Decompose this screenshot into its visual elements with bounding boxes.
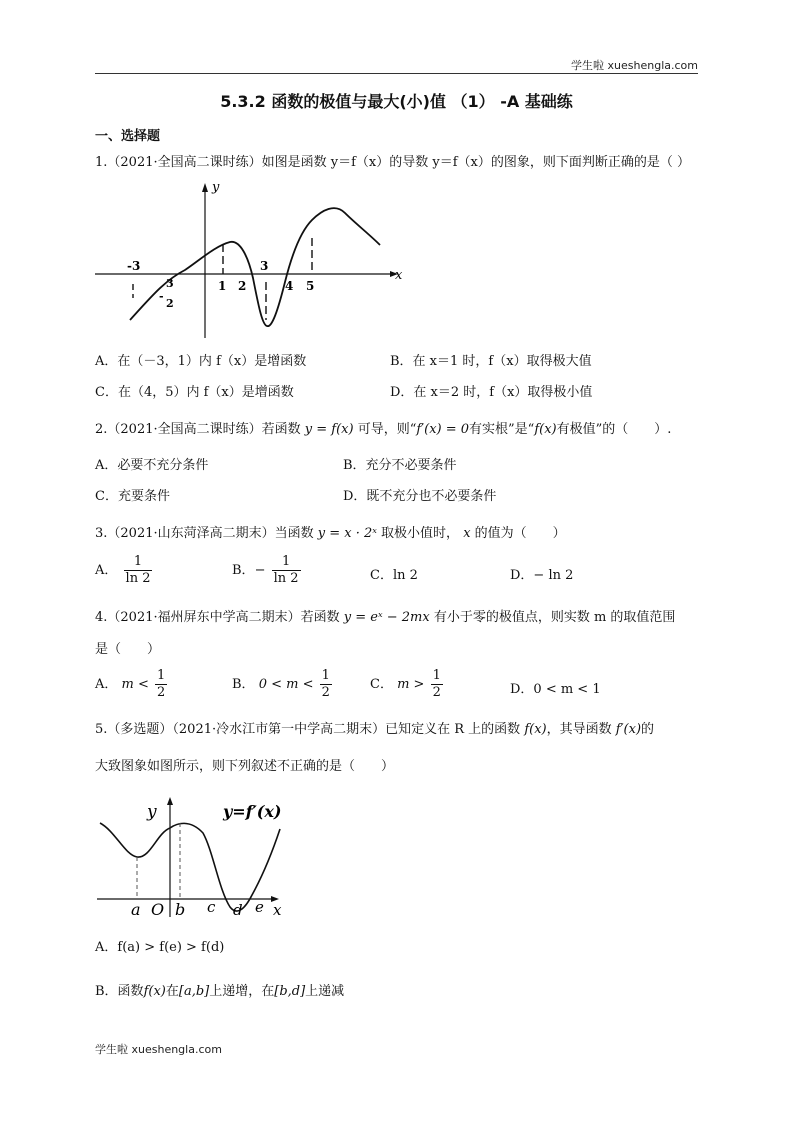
q4-a-num: 1 (157, 668, 166, 683)
q2-option-c[interactable]: C．充要条件 (95, 489, 170, 504)
q3-option-c[interactable]: C．ln 2 (370, 568, 418, 583)
q1-label-3: 3 (166, 277, 174, 290)
q5-stem-a: 5.（多选题）（2021·冷水江市第一中学高二期末）已知定义在 R 上的函数 (95, 722, 521, 737)
q5-stem (95, 720, 700, 740)
q5-b-c: 上递增，在 (209, 984, 275, 999)
page-title: 5.3.2 函数的极值与最大(小)值 （1） -A 基础练 (220, 92, 573, 111)
q5-y-label: y (147, 802, 157, 822)
q4-a-fraction (155, 668, 167, 701)
q5-stem-c: 的 (641, 722, 655, 737)
q4-a-label: A． (95, 677, 118, 692)
q4-b-den: 2 (321, 685, 330, 700)
q3-option-d[interactable]: D．− ln 2 (510, 568, 574, 583)
q5-graph (95, 795, 295, 923)
q5-math-1: f(x) (524, 722, 547, 737)
q1-label-2: 2 (166, 297, 174, 310)
q4-math: y = eˣ − 2mx (343, 610, 430, 625)
q3-stem-a: 3.（2021·山东菏泽高二期末）当函数 (95, 526, 314, 541)
q3-a-num: 1 (124, 554, 153, 571)
q1-label-three: 3 (260, 259, 269, 273)
q5-stem-2: 大致图象如图所示，则下列叙述不正确的是（ ） (95, 759, 395, 774)
q4-stem (95, 608, 700, 628)
q1-y-label: y (212, 180, 220, 195)
q5-label-b: b (175, 900, 186, 919)
q3-stem (95, 524, 700, 544)
q2-stem (95, 420, 700, 440)
q2-math-2: f′(x) = 0 (416, 422, 470, 437)
q1-label-four: 4 (285, 279, 294, 293)
q4-option-c[interactable] (370, 668, 445, 701)
q4-c-fraction (431, 668, 443, 701)
q4-option-b[interactable] (232, 668, 334, 701)
q2-stem-a: 2.（2021·全国高二课时练）若函数 (95, 422, 301, 437)
q4-option-a[interactable] (95, 668, 169, 701)
q4-stem-b: 有小于零的极值点，则实数 m 的取值范围 (433, 610, 676, 625)
q5-y-arrow (167, 797, 173, 805)
q2-option-d[interactable]: D．既不充分也不必要条件 (343, 489, 497, 504)
q5-stem-b: ，其导函数 (546, 722, 612, 737)
q1-label-one: 1 (218, 279, 227, 293)
q3-stem-c: 的值为（ ） (474, 526, 566, 541)
q5-b-m1: f(x) (143, 984, 166, 999)
q2-stem-b: 可导，则“ (357, 422, 417, 437)
q4-a-den: 2 (157, 685, 166, 700)
q3-option-b[interactable] (232, 554, 303, 587)
q4-c-label: C． (370, 677, 393, 692)
q3-math: y = x · 2ˣ (317, 526, 377, 541)
q5-math-2: f′(x) (615, 722, 642, 737)
q4-c-num: 1 (432, 668, 441, 683)
footer-site: 学生啦 xueshengla.com (95, 1043, 222, 1056)
q4-c-pre: m > (397, 677, 425, 692)
q3-a-den: ln 2 (125, 571, 151, 586)
q5-b-m2: [a,b] (178, 984, 210, 999)
q5-label-c: c (207, 898, 216, 916)
q3-b-den: ln 2 (273, 571, 299, 586)
q4-b-num: 1 (321, 668, 330, 683)
q5-b-d: 上递减 (305, 984, 345, 999)
q1-y-arrow (202, 183, 208, 192)
q3-option-a[interactable] (95, 554, 154, 587)
header-rule (95, 73, 698, 74)
q5-label-d: d (233, 901, 243, 919)
q5-option-b[interactable] (95, 982, 344, 1002)
q3-var: x (463, 526, 471, 541)
q4-b-fraction (320, 668, 332, 701)
q4-b-pre: 0 < m < (258, 677, 314, 692)
q3-b-num: 1 (272, 554, 301, 571)
q1-label-five: 5 (306, 279, 315, 293)
q5-b-b: 在 (165, 984, 179, 999)
q4-stem-a: 4.（2021·福州屏东中学高二期末）若函数 (95, 610, 340, 625)
q5-label-x: x (273, 901, 282, 919)
q5-b-m3: [b,d] (274, 984, 306, 999)
q1-x-label: x (395, 268, 403, 283)
q3-a-fraction (124, 554, 153, 587)
q4-c-den: 2 (432, 685, 441, 700)
q5-curve (100, 823, 280, 911)
q4-b-label: B． (232, 677, 255, 692)
q1-option-b[interactable]: B．在 x＝1 时，f（x）取得极大值 (390, 354, 592, 369)
q2-stem-c: 有实根”是“ (469, 422, 535, 437)
q2-stem-d: 有极值”的（ ）. (556, 422, 672, 437)
q1-graph (90, 178, 403, 343)
q2-math-1: y = f(x) (304, 422, 354, 437)
q3-stem-b: 取极小值时， (381, 526, 460, 541)
q4-option-d[interactable]: D．0 < m < 1 (510, 682, 601, 697)
q1-stem: 1.（2021·全国高二课时练）如图是函数 y＝f（x）的导数 y＝f（x）的图象，则下面判断正确的是（ ） (95, 155, 690, 170)
q3-b-sign: − (254, 563, 266, 578)
q1-option-c[interactable]: C．在（4，5）内 f（x）是增函数 (95, 385, 294, 400)
q5-option-a[interactable]: A．f(a) > f(e) > f(d) (95, 940, 225, 955)
q1-label-two: 2 (238, 279, 247, 293)
q3-a-label: A． (95, 563, 118, 578)
q1-option-d[interactable]: D．在 x＝2 时，f（x）取得极小值 (390, 385, 593, 400)
q5-func-label: y=f′(x) (223, 802, 282, 821)
q3-b-fraction (272, 554, 301, 587)
q4-a-pre: m < (121, 677, 149, 692)
q5-b-a: B．函数 (95, 984, 144, 999)
q2-option-b[interactable]: B．充分不必要条件 (343, 458, 457, 473)
q1-label-m3: -3 (127, 259, 141, 273)
q4-stem-2: 是（ ） (95, 642, 161, 657)
q1-option-a[interactable]: A．在（－3，1）内 f（x）是增函数 (95, 354, 307, 369)
q5-label-O: O (151, 900, 165, 919)
q3-b-label: B． (232, 563, 255, 578)
q2-option-a[interactable]: A．必要不充分条件 (95, 458, 209, 473)
q2-math-3: f(x) (534, 422, 557, 437)
q1-label-minus: - (159, 290, 164, 303)
q5-label-a: a (131, 900, 141, 919)
q5-label-e: e (255, 898, 264, 916)
header-site: 学生啦 xueshengla.com (571, 59, 698, 72)
section-heading: 一、选择题 (95, 129, 161, 144)
